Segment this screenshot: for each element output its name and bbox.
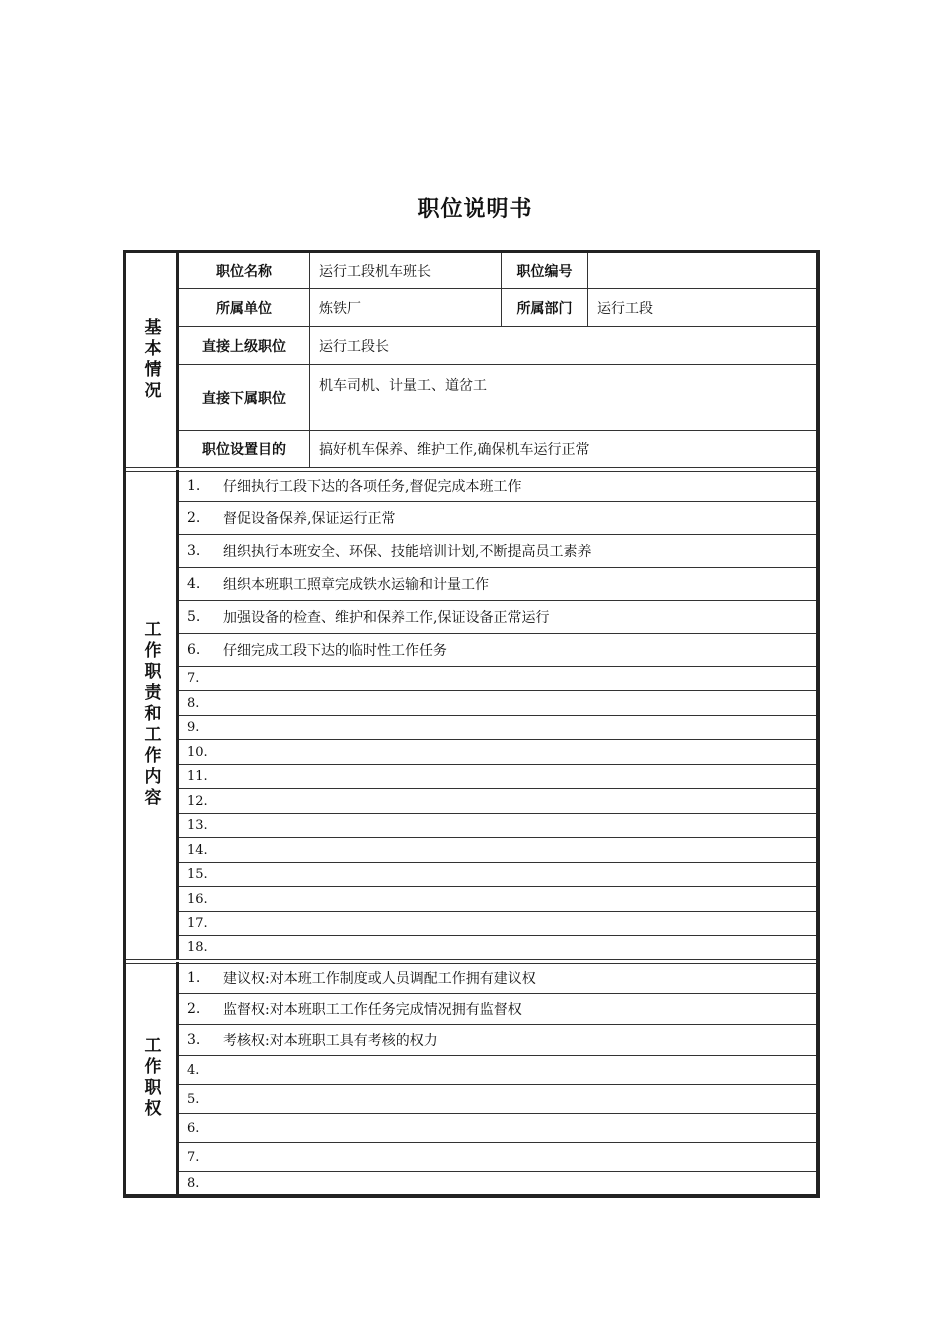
unit-label: 所属单位 [216,300,272,317]
list-item [179,962,816,994]
list-item [179,667,816,691]
item-text: 组织本班职工照章完成铁水运输和计量工作 [223,577,489,593]
item-text: 加强设备的检查、维护和保养工作,保证设备正常运行 [223,610,550,626]
purpose-value: 搞好机车保养、维护工作,确保机车运行正常 [309,431,816,467]
authority-section-label [126,962,179,1194]
item-number: 7. [187,1149,200,1165]
basic-info-label-text: 基本情况 [140,318,161,402]
duties-section [126,470,816,959]
position-code-label: 职位编号 [501,253,587,288]
item-number: 9. [187,720,200,735]
item-text: 仔细完成工段下达的临时性工作任务 [223,643,447,659]
list-item [179,765,816,789]
item-number: 15. [187,867,208,882]
list-item [179,691,816,716]
list-item [179,814,816,838]
item-number: 2. [187,510,201,526]
item-number: 17. [187,916,208,931]
basic-info-section [126,253,816,467]
duties-section-label [126,470,179,959]
item-number: 1. [187,969,201,986]
authority-section [126,962,816,1194]
list-item [179,634,816,667]
list-item [179,863,816,887]
list-item [179,1056,816,1085]
list-item [179,470,816,502]
position-name-label: 职位名称 [216,263,272,280]
list-item [179,838,816,863]
item-number: 16. [187,891,208,907]
row-position-name [179,253,816,289]
item-number: 6. [187,1120,200,1136]
list-item [179,994,816,1025]
item-number: 13. [187,818,208,833]
superior-value: 运行工段长 [309,327,816,364]
dept-value: 运行工段 [587,289,816,326]
item-text: 督促设备保养,保证运行正常 [223,511,396,527]
item-number: 8. [187,695,200,711]
list-item [179,1114,816,1143]
dept-label: 所属部门 [501,289,587,326]
position-name-value: 运行工段机车班长 [309,253,501,288]
item-number: 14. [187,842,208,858]
item-number: 11. [187,769,208,784]
position-description-table [123,250,820,1198]
list-item [179,887,816,912]
item-number: 5. [187,609,201,625]
item-text: 仔细执行工段下达的各项任务,督促完成本班工作 [223,478,522,495]
item-number: 4. [187,1062,200,1078]
item-text: 监督权:对本班职工工作任务完成情况拥有监督权 [223,1002,522,1018]
item-number: 5. [187,1091,200,1107]
document-title: 职位说明书 [417,197,533,222]
list-item [179,1143,816,1172]
item-number: 4. [187,576,201,592]
position-code-value [587,253,816,288]
item-number: 12. [187,793,208,809]
unit-value: 炼铁厂 [309,289,501,326]
subordinate-value: 机车司机、计量工、道岔工 [309,365,816,430]
list-item [179,936,816,959]
list-item [179,716,816,740]
list-item [179,535,816,568]
list-item [179,1085,816,1114]
list-item [179,601,816,634]
list-item [179,568,816,601]
subordinate-label: 直接下属职位 [202,390,286,407]
item-text: 建议权:对本班工作制度或人员调配工作拥有建议权 [223,970,536,987]
list-item [179,912,816,936]
item-text: 组织执行本班安全、环保、技能培训计划,不断提高员工素养 [223,544,592,560]
basic-info-section-label [126,253,179,467]
row-subordinate [179,365,816,431]
list-item [179,502,816,535]
row-superior [179,327,816,365]
authority-label-text: 工作职权 [140,1036,161,1120]
item-number: 18. [187,940,208,955]
item-number: 7. [187,671,200,686]
row-purpose [179,431,816,467]
row-unit [179,289,816,327]
item-number: 2. [187,1001,201,1017]
list-item [179,789,816,814]
duties-label-text: 工作职责和工作内容 [140,620,161,809]
item-number: 6. [187,642,201,658]
item-number: 3. [187,1032,201,1048]
list-item [179,1172,816,1194]
item-text: 考核权:对本班职工具有考核的权力 [223,1033,438,1049]
list-item [179,740,816,765]
item-number: 3. [187,543,201,559]
item-number: 1. [187,477,201,494]
superior-label: 直接上级职位 [202,338,286,355]
item-number: 8. [187,1175,200,1191]
item-number: 10. [187,744,208,760]
list-item [179,1025,816,1056]
purpose-label: 职位设置目的 [202,442,286,458]
